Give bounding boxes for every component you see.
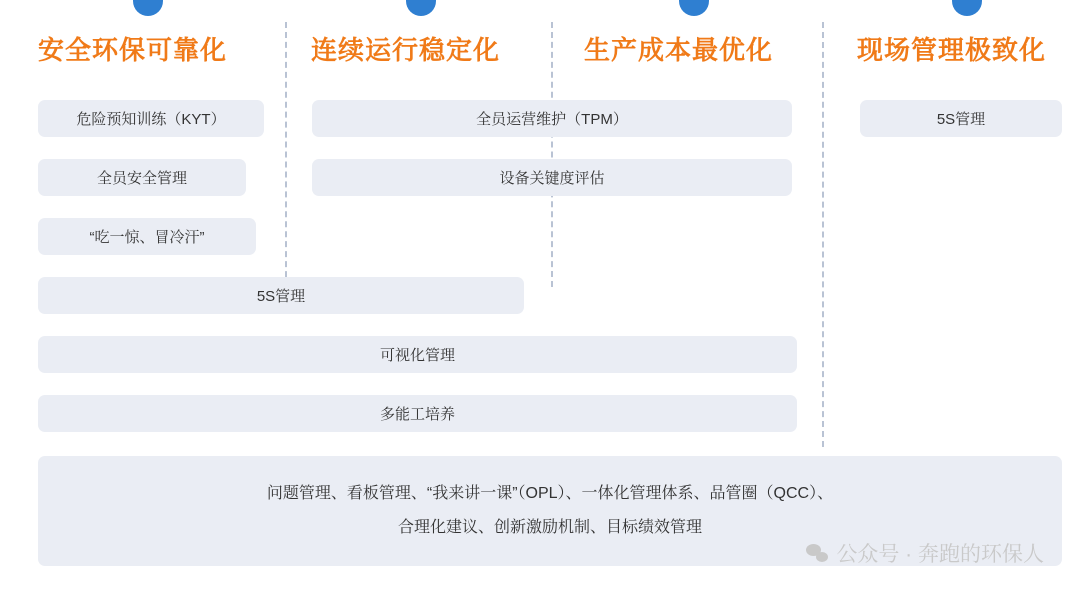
column-title-stability: 连续运行稳定化 <box>311 35 501 65</box>
divider-1 <box>285 22 287 297</box>
box-comprehensive-line-2: 合理化建议、创新激励机制、目标绩效管理 <box>397 519 702 536</box>
box-5s-site: 5S管理 <box>860 100 1062 137</box>
column-title-site: 现场管理极致化 <box>857 35 1047 65</box>
column-title-cost: 生产成本最优化 <box>584 35 774 65</box>
column-marker-circle-2 <box>406 0 436 16</box>
box-visual-management: 可视化管理 <box>38 336 797 373</box>
box-safety-all: 全员安全管理 <box>38 159 246 196</box>
divider-2 <box>551 22 553 287</box>
box-kyt: 危险预知训练（KYT） <box>38 100 264 137</box>
box-comprehensive-line-1: 问题管理、看板管理、“我来讲一课”（OPL）、一体化管理体系、品管圈（QCC）、 <box>266 485 834 502</box>
divider-3 <box>822 22 824 447</box>
column-marker-circle-3 <box>679 0 709 16</box>
watermark <box>806 538 1044 568</box>
column-marker-circle-4 <box>952 0 982 16</box>
box-tpm: 全员运营维护（TPM） <box>312 100 792 137</box>
column-title-safety: 安全环保可靠化 <box>38 35 228 65</box>
box-5s-wide: 5S管理 <box>38 277 524 314</box>
wechat-icon <box>806 544 828 562</box>
box-shock-quote: “吃一惊、冒冷汗” <box>38 218 256 255</box>
box-equipment-evaluation: 设备关键度评估 <box>312 159 792 196</box>
watermark-text: 公众号 · 奔跑的环保人 <box>836 543 1044 566</box>
column-marker-circle-1 <box>133 0 163 16</box>
box-multi-skill: 多能工培养 <box>38 395 797 432</box>
